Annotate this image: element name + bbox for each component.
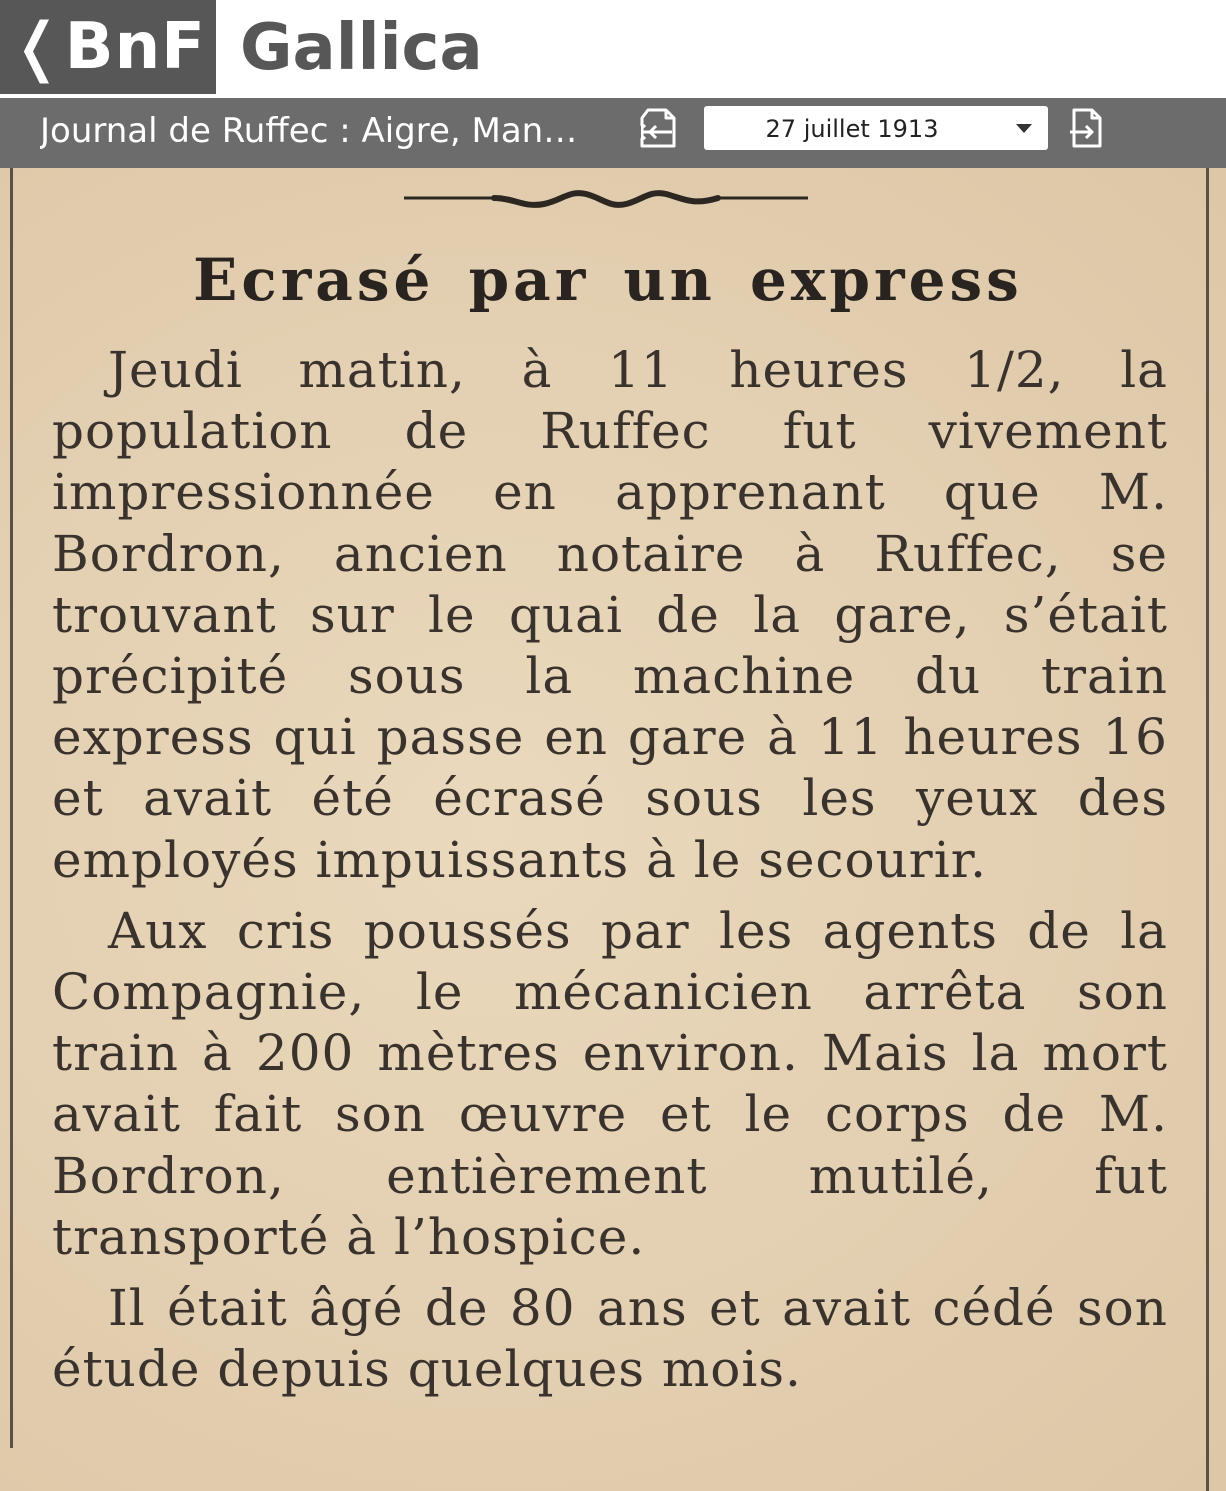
- newspaper-scan: [0, 168, 1226, 1491]
- article-paragraph: Il était âgé de 80 ans et avait cédé son étude depuis quelques mois.: [52, 1279, 1168, 1399]
- next-issue-icon: [1066, 106, 1110, 150]
- document-title[interactable]: Journal de Ruffec : Aigre, Man…: [40, 111, 578, 151]
- chevron-down-icon: [1016, 124, 1032, 133]
- article-paragraph: Aux cris poussés par les agents de la Compagnie, le mécanicien arrêta son train à 200 mètres environ. Mais la mort avait fait son œuvre et le corps de M. Bordron, entièrement mutilé, fut transporté à l’hospice.: [52, 901, 1168, 1266]
- ornament-divider: [404, 176, 808, 216]
- gallica-logo[interactable]: Gallica: [240, 11, 483, 85]
- issue-date-select[interactable]: [704, 106, 1048, 150]
- previous-issue-icon: [636, 106, 680, 150]
- document-toolbar: [0, 98, 1226, 168]
- column-rule-right: [1206, 168, 1209, 1491]
- bnf-logo[interactable]: ❬BnF: [0, 0, 216, 94]
- article-paragraph: Jeudi matin, à 11 heures 1/2, la population de Ruffec fut vivement impressionnée en apprenant que M. Bordron, ancien notaire à Ruffec, se trouvant sur le quai de la gare, s’était précipité sous la machine du train express qui passe en gare à 11 heures 16 et avait été écrasé sous les yeux des employés impuissants à le secourir.: [52, 341, 1168, 889]
- previous-issue-button[interactable]: [636, 106, 680, 150]
- page-viewer[interactable]: [0, 168, 1226, 1491]
- site-header: [0, 0, 1226, 96]
- issue-date-value: 27 juillet 1913: [765, 115, 939, 143]
- column-rule-left: [10, 168, 13, 1448]
- article-headline: Ecrasé par un express: [193, 246, 1023, 314]
- article-body: [52, 340, 1168, 1410]
- next-issue-button[interactable]: [1066, 106, 1110, 150]
